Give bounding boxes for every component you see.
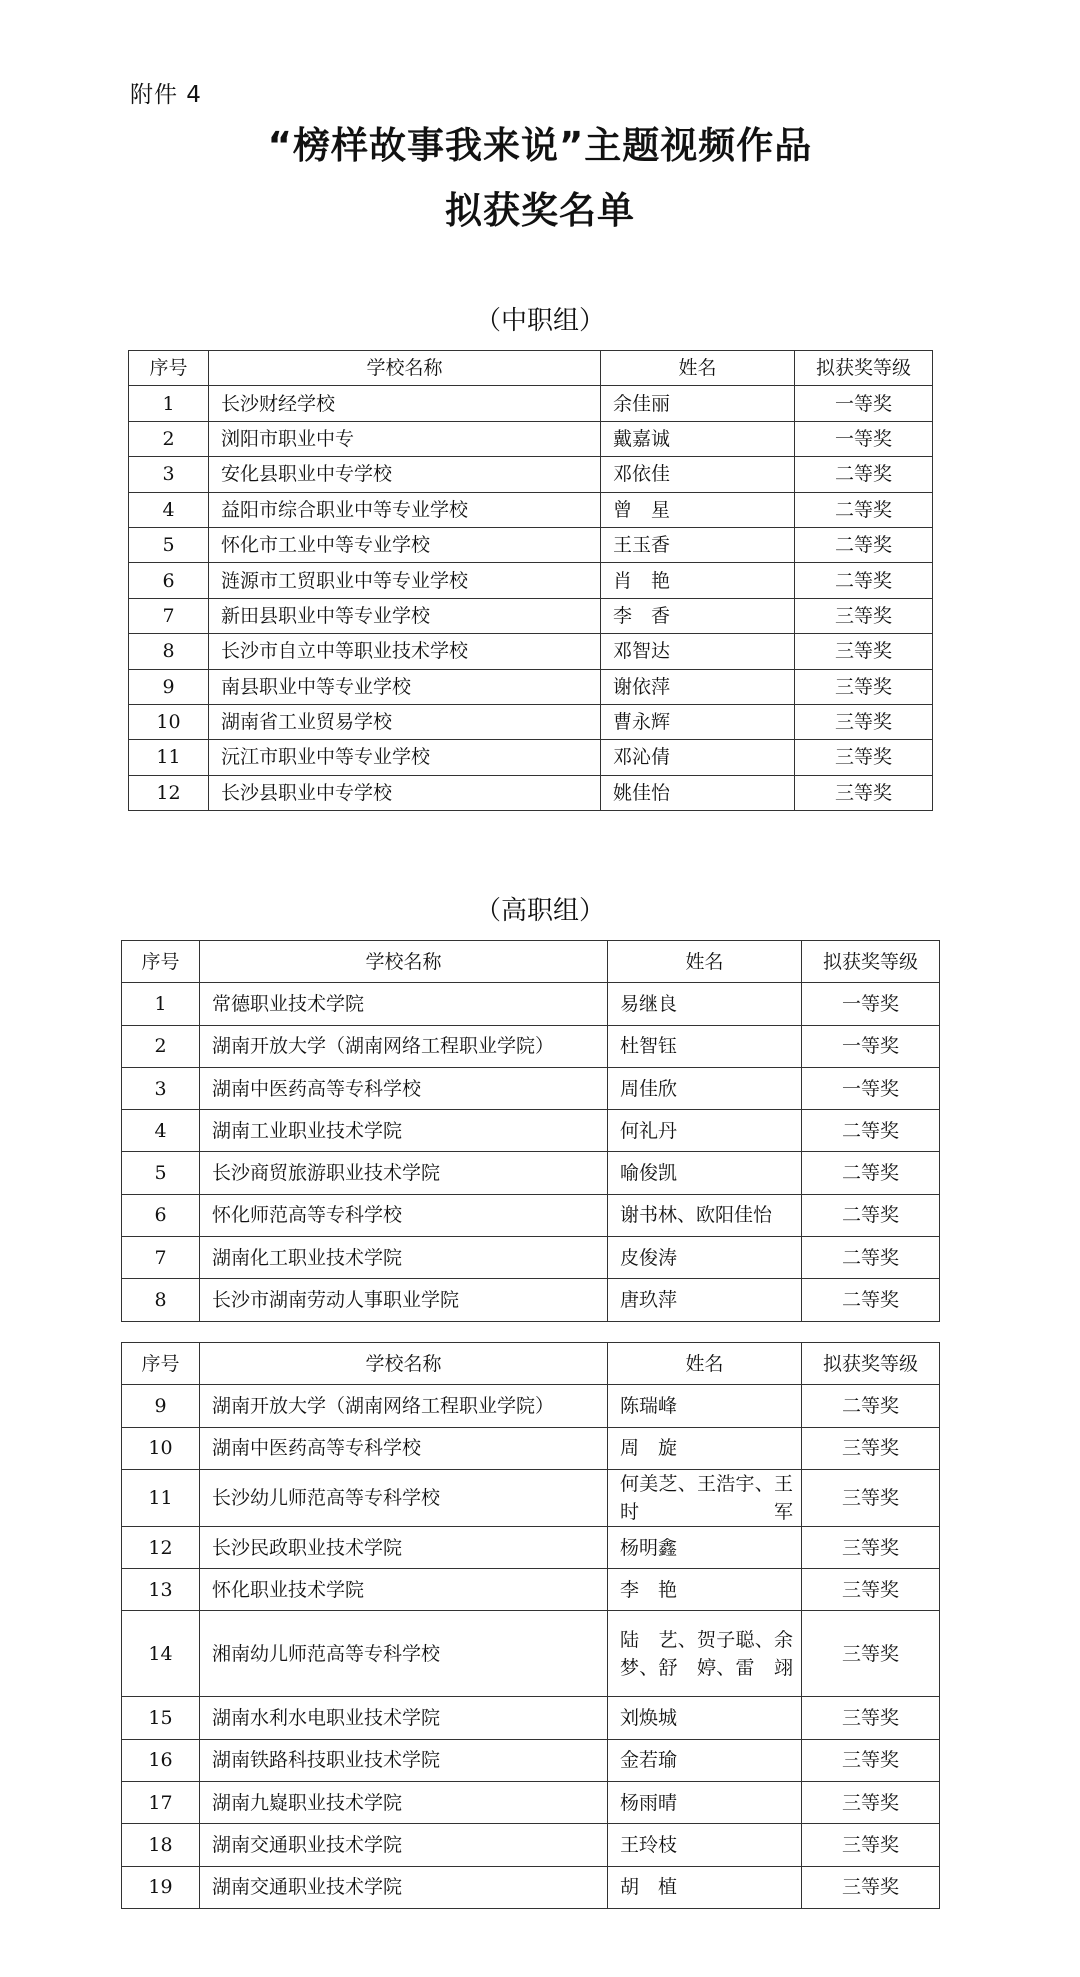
cell-name: 杨明鑫 [608,1526,802,1568]
cell-school: 长沙市湖南劳动人事职业学院 [200,1279,608,1321]
cell-award: 三等奖 [802,1739,940,1781]
cell-no: 10 [122,1427,200,1469]
cell-award: 一等奖 [802,1067,940,1109]
cell-name: 杜智钰 [608,1025,802,1067]
cell-no: 1 [129,386,209,421]
cell-no: 12 [129,775,209,810]
cell-name: 金若瑜 [608,1739,802,1781]
cell-school: 怀化师范高等专科学校 [200,1194,608,1236]
cell-school: 长沙市自立中等职业技术学校 [209,634,601,669]
cell-award: 二等奖 [802,1152,940,1194]
table-row [129,492,933,527]
cell-no: 2 [129,421,209,456]
cell-award: 三等奖 [795,669,933,704]
table-row [129,563,933,598]
cell-name: 姚佳怡 [601,775,795,810]
cell-award: 三等奖 [795,598,933,633]
cell-school: 湖南交通职业技术学院 [200,1866,608,1908]
table-row [129,704,933,739]
cell-no: 9 [122,1385,200,1427]
table-row [122,1385,940,1427]
cell-school: 湖南开放大学（湖南网络工程职业学院） [200,1025,608,1067]
table-row [129,634,933,669]
cell-no: 3 [129,457,209,492]
table-row [122,1782,940,1824]
cell-award: 一等奖 [795,386,933,421]
attachment-label: 附件 4 [130,82,202,108]
cell-no: 16 [122,1739,200,1781]
header-school: 学校名称 [209,351,601,386]
cell-no: 17 [122,1782,200,1824]
header-award: 拟获奖等级 [802,1343,940,1385]
cell-no: 6 [129,563,209,598]
cell-award: 三等奖 [802,1611,940,1697]
cell-school: 怀化职业技术学院 [200,1569,608,1611]
cell-name: 谢书林、欧阳佳怡 [608,1194,802,1236]
header-no: 序号 [129,351,209,386]
cell-school: 长沙幼儿师范高等专科学校 [200,1469,608,1526]
header-no: 序号 [122,1343,200,1385]
cell-award: 三等奖 [802,1866,940,1908]
cell-award: 三等奖 [802,1469,940,1526]
cell-school: 湖南交通职业技术学院 [200,1824,608,1866]
header-no: 序号 [122,941,200,983]
cell-name: 谢依萍 [601,669,795,704]
document-title-line2: 拟获奖名单 [445,189,635,232]
table-row [122,1866,940,1908]
cell-name: 肖 艳 [601,563,795,598]
cell-school: 安化县职业中专学校 [209,457,601,492]
cell-school: 涟源市工贸职业中等专业学校 [209,563,601,598]
cell-name: 唐玖萍 [608,1279,802,1321]
cell-school: 湖南中医药高等专科学校 [200,1427,608,1469]
cell-award: 二等奖 [795,492,933,527]
cell-name: 李 艳 [608,1569,802,1611]
cell-no: 12 [122,1526,200,1568]
table-row [122,1194,940,1236]
cell-school: 湖南开放大学（湖南网络工程职业学院） [200,1385,608,1427]
cell-name: 陈瑞峰 [608,1385,802,1427]
cell-award: 一等奖 [795,421,933,456]
table-header-row [122,941,940,983]
group-title-zhongzhi: （中职组） [474,306,605,336]
cell-award: 三等奖 [802,1427,940,1469]
cell-award: 二等奖 [795,457,933,492]
header-name: 姓名 [601,351,795,386]
cell-school: 湖南九嶷职业技术学院 [200,1782,608,1824]
cell-award: 三等奖 [795,704,933,739]
cell-school: 湖南省工业贸易学校 [209,704,601,739]
cell-no: 5 [129,527,209,562]
cell-no: 4 [129,492,209,527]
cell-name: 胡 植 [608,1866,802,1908]
table-row [129,740,933,775]
cell-school: 益阳市综合职业中等专业学校 [209,492,601,527]
table-row [122,1739,940,1781]
cell-name: 曾 星 [601,492,795,527]
cell-school: 浏阳市职业中专 [209,421,601,456]
cell-award: 二等奖 [795,527,933,562]
cell-no: 8 [122,1279,200,1321]
table-row [129,386,933,421]
cell-no: 15 [122,1697,200,1739]
table-header-row [122,1343,940,1385]
cell-school: 湖南水利水电职业技术学院 [200,1697,608,1739]
cell-name: 刘焕城 [608,1697,802,1739]
table-row [122,1469,940,1526]
cell-no: 2 [122,1025,200,1067]
cell-school: 新田县职业中等专业学校 [209,598,601,633]
table-row [122,1697,940,1739]
table-row [129,775,933,810]
cell-name: 曹永辉 [601,704,795,739]
cell-award: 三等奖 [802,1526,940,1568]
cell-award: 二等奖 [795,563,933,598]
cell-no: 1 [122,983,200,1025]
cell-no: 10 [129,704,209,739]
cell-name: 邓沁倩 [601,740,795,775]
table-row [122,1611,940,1697]
table-row [122,1025,940,1067]
cell-name: 周 旋 [608,1427,802,1469]
cell-school: 湖南化工职业技术学院 [200,1237,608,1279]
table-row [122,1067,940,1109]
table-row [122,1824,940,1866]
cell-award: 二等奖 [802,1237,940,1279]
cell-school: 常德职业技术学院 [200,983,608,1025]
cell-no: 6 [122,1194,200,1236]
cell-no: 7 [129,598,209,633]
table-row [129,421,933,456]
cell-name: 戴嘉诚 [601,421,795,456]
cell-award: 二等奖 [802,1110,940,1152]
header-award: 拟获奖等级 [795,351,933,386]
header-school: 学校名称 [200,1343,608,1385]
table-row [122,1569,940,1611]
cell-name: 王玲枝 [608,1824,802,1866]
table-row [129,598,933,633]
header-name: 姓名 [608,1343,802,1385]
cell-name [608,1611,813,1697]
cell-name: 李 香 [601,598,795,633]
cell-no: 5 [122,1152,200,1194]
cell-school: 长沙民政职业技术学院 [200,1526,608,1568]
cell-name [608,1469,802,1526]
header-award: 拟获奖等级 [802,941,940,983]
cell-no: 9 [129,669,209,704]
cell-name: 余佳丽 [601,386,795,421]
cell-no: 7 [122,1237,200,1279]
cell-no: 19 [122,1866,200,1908]
cell-name: 周佳欣 [608,1067,802,1109]
cell-school: 南县职业中等专业学校 [209,669,601,704]
cell-award: 三等奖 [795,634,933,669]
cell-name: 邓依佳 [601,457,795,492]
table-row [122,1152,940,1194]
cell-name: 何礼丹 [608,1110,802,1152]
cell-no: 11 [122,1469,200,1526]
table-header-row [129,351,933,386]
cell-award: 三等奖 [802,1782,940,1824]
cell-award: 三等奖 [802,1569,940,1611]
cell-name-text: 陆 艺、贺子聪、余 梦、舒 婷、雷 翊 [620,1628,813,1679]
cell-name: 王玉香 [601,527,795,562]
header-school: 学校名称 [200,941,608,983]
document-title-line1: “榜样故事我来说”主题视频作品 [267,124,813,167]
cell-school: 沅江市职业中等专业学校 [209,740,601,775]
header-name: 姓名 [608,941,802,983]
cell-school: 湖南铁路科技职业技术学院 [200,1739,608,1781]
cell-award: 三等奖 [795,775,933,810]
cell-school: 湖南工业职业技术学院 [200,1110,608,1152]
cell-award: 二等奖 [802,1194,940,1236]
cell-name-text: 何美芝、王浩宇、王时军 [620,1472,793,1523]
award-table-gaozhi-part1 [121,940,940,1322]
cell-award: 三等奖 [795,740,933,775]
group-title-gaozhi: （高职组） [474,896,605,926]
table-row [122,1427,940,1469]
table-row [129,669,933,704]
cell-name: 邓智达 [601,634,795,669]
cell-no: 3 [122,1067,200,1109]
table-row [122,983,940,1025]
cell-no: 11 [129,740,209,775]
cell-no: 4 [122,1110,200,1152]
table-row [122,1279,940,1321]
cell-school: 怀化市工业中等专业学校 [209,527,601,562]
cell-award: 二等奖 [802,1385,940,1427]
table-row [129,457,933,492]
cell-award: 二等奖 [802,1279,940,1321]
table-row [122,1526,940,1568]
cell-school: 长沙财经学校 [209,386,601,421]
cell-school: 湖南中医药高等专科学校 [200,1067,608,1109]
cell-name: 杨雨晴 [608,1782,802,1824]
table-row [122,1237,940,1279]
cell-award: 一等奖 [802,1025,940,1067]
award-table-gaozhi-part2 [121,1342,940,1909]
table-row [129,527,933,562]
cell-school: 长沙商贸旅游职业技术学院 [200,1152,608,1194]
cell-award: 一等奖 [802,983,940,1025]
cell-no: 8 [129,634,209,669]
award-table-zhongzhi [128,350,933,811]
cell-school: 长沙县职业中专学校 [209,775,601,810]
cell-no: 18 [122,1824,200,1866]
cell-award: 三等奖 [802,1697,940,1739]
cell-school: 湘南幼儿师范高等专科学校 [200,1611,608,1697]
cell-name: 易继良 [608,983,802,1025]
cell-award: 三等奖 [802,1824,940,1866]
cell-no: 13 [122,1569,200,1611]
table-row [122,1110,940,1152]
cell-name: 喻俊凯 [608,1152,802,1194]
cell-name: 皮俊涛 [608,1237,802,1279]
cell-no: 14 [122,1611,200,1697]
